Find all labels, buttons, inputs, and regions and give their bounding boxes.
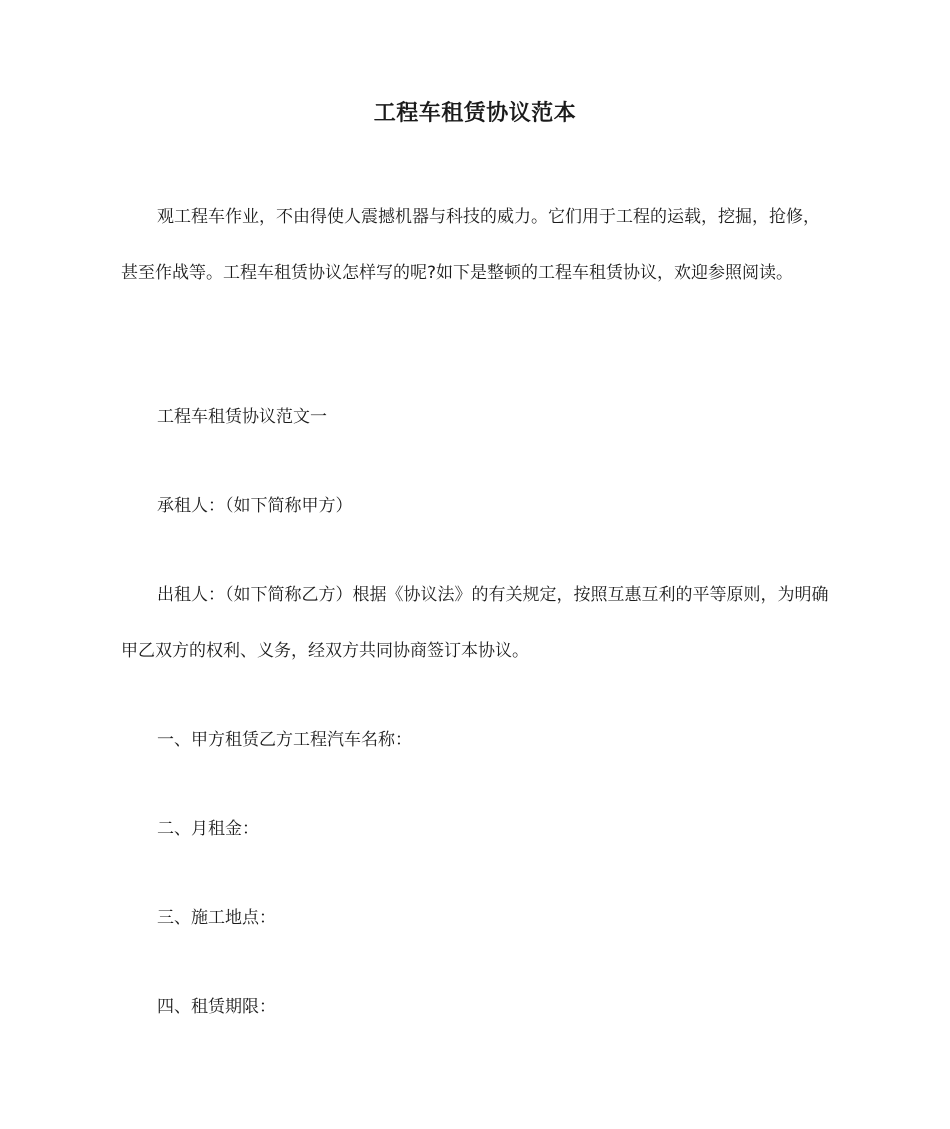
section-heading: 工程车租赁协议范文一	[157, 407, 327, 427]
clause-item: 四、租赁期限：	[157, 997, 276, 1017]
document-title: 工程车租赁协议范本	[373, 101, 577, 126]
lessor-paragraph: 出租人：（如下简称乙方）根据《协议法》的有关规定，按照互惠互利的平等原则，为明确甲乙双方的权利、义务，经双方共同协商签订本协议。	[121, 585, 829, 661]
clause-item: 一、甲方租赁乙方工程汽车名称：	[157, 730, 412, 750]
lessee-line: 承租人：（如下简称甲方）	[157, 496, 353, 516]
intro-paragraph: 观工程车作业，不由得使人震撼机器与科技的威力。它们用于工程的运载，挖掘，抢修，甚至作战等。工程车租赁协议怎样写的呢?如下是整顿的工程车租赁协议，欢迎参照阅读。	[121, 207, 820, 283]
clause-item: 三、施工地点：	[157, 908, 276, 928]
clause-item: 二、月租金：	[157, 819, 259, 839]
